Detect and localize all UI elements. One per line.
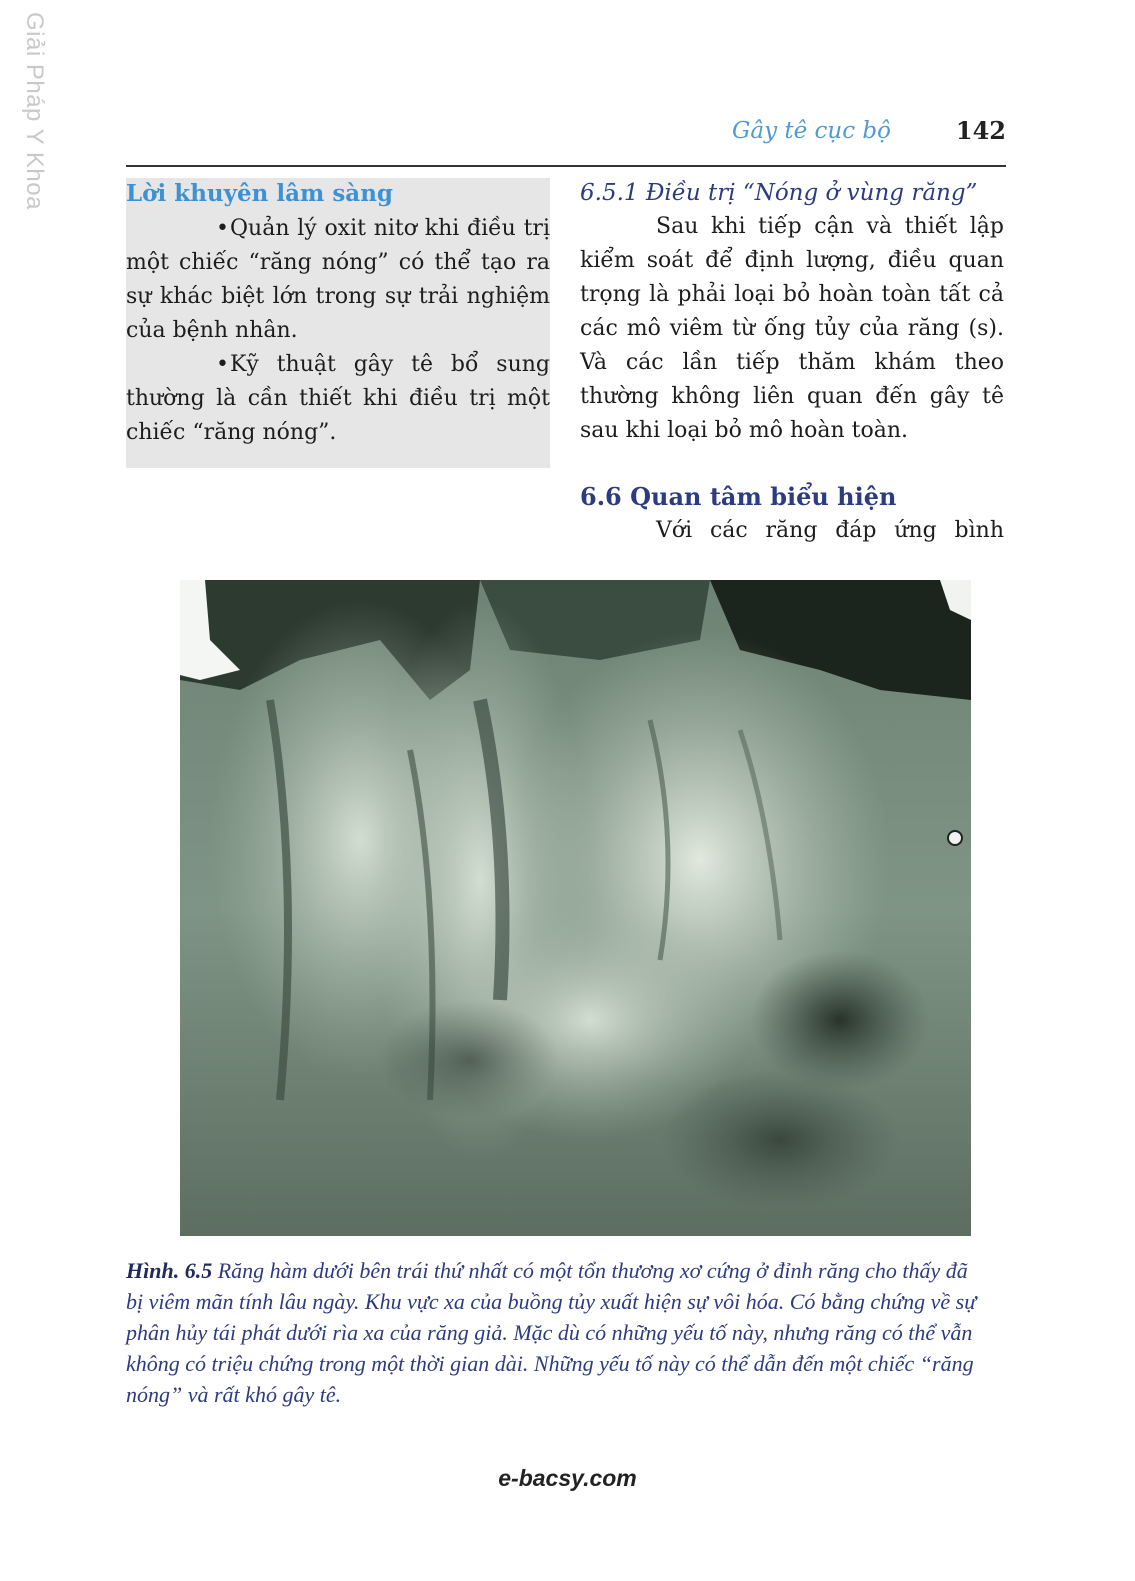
page-number: 142 bbox=[955, 116, 1006, 145]
tip-item-text: Quản lý oxit nitơ khi điều trị một chiếc “răng nóng” có thể tạo ra sự khác biệt lớn trong sự trải nghiệm của bệnh nhân. bbox=[126, 216, 550, 343]
header-rule bbox=[126, 165, 1006, 167]
right-column bbox=[580, 176, 1004, 548]
bullet-icon: • bbox=[216, 352, 229, 377]
tip-box-title: Lời khuyên lâm sàng bbox=[126, 180, 394, 207]
section-title: 6.6 Quan tâm biểu hiện bbox=[580, 482, 897, 511]
tip-item bbox=[126, 348, 550, 450]
figure-label: Hình. 6.5 bbox=[126, 1258, 213, 1283]
tip-item-text: Kỹ thuật gây tê bổ sung thường là cần thiết khi điều trị một chiếc “răng nóng”. bbox=[126, 352, 550, 445]
chapter-title: Gây tê cục bộ bbox=[731, 118, 891, 144]
tip-item bbox=[126, 212, 550, 348]
subsection-title: 6.5.1 Điều trị “Nóng ở vùng răng” bbox=[580, 180, 978, 206]
watermark: Giải Pháp Y Khoa bbox=[21, 12, 48, 210]
figure-caption-text: Răng hàm dưới bên trái thứ nhất có một tổn thương xơ cứng ở đỉnh răng cho thấy đã bị viêm mãn tính lâu ngày. Khu vực xa của buồng tủy xuất hiện sự vôi hóa. Có bằng chứng về sự phân hủy tái phát dưới rìa xa của răng giả. Mặc dù có những yếu tố này, nhưng răng có thể vẫn không có triệu chứng trong một thời gian dài. Những yếu tố này có thể dẫn đến một chiếc “răng nóng” và rất khó gây tê. bbox=[126, 1258, 977, 1407]
bullet-icon: • bbox=[216, 216, 229, 241]
section-text: Với các răng đáp ứng bình bbox=[656, 518, 1004, 543]
clinical-tip-box bbox=[126, 178, 550, 468]
footer-site: e-bacsy.com bbox=[498, 1465, 637, 1491]
figure-caption bbox=[126, 1255, 988, 1410]
page-header bbox=[126, 118, 1006, 158]
subsection-text: Sau khi tiếp cận và thiết lập kiểm soát để định lượng, điều quan trọng là phải loại bỏ hoàn toàn tất cả các mô viêm từ ống tủy của răng (s). Và các lần tiếp thăm khám theo thường không liên quan đến gây tê sau khi loại bỏ mô hoàn toàn. bbox=[580, 214, 1004, 443]
xray-image bbox=[180, 580, 971, 1236]
dental-xray-figure bbox=[180, 580, 971, 1236]
